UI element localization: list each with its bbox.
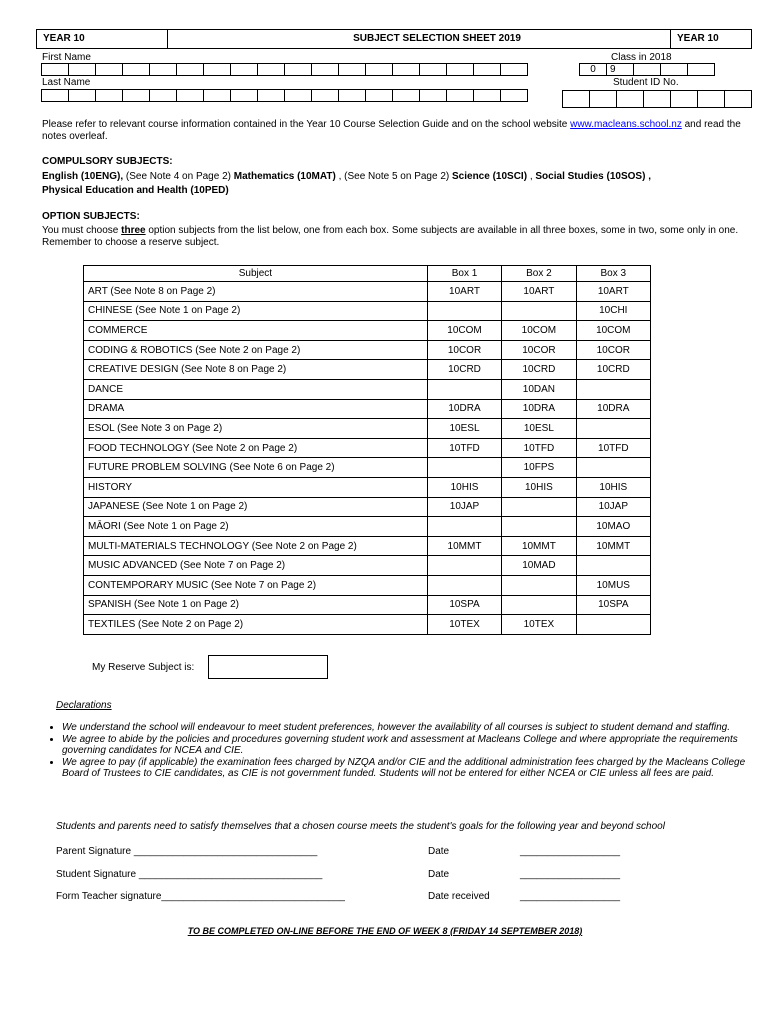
box-1-code	[427, 556, 501, 576]
compulsory-heading: COMPULSORY SUBJECTS:	[42, 156, 173, 167]
box-3-code: 10JAP	[576, 497, 650, 517]
date-field[interactable]: __________________	[520, 846, 621, 857]
col-box-2: Box 2	[502, 266, 576, 282]
student-signature-field[interactable]: Student Signature _________________________________	[56, 869, 323, 880]
table-row	[84, 595, 651, 615]
box-1-code: 10ESL	[427, 419, 501, 439]
box-3-code: 10DRA	[576, 399, 650, 419]
table-row	[84, 419, 651, 439]
class-field[interactable]	[580, 63, 715, 76]
box-3-code: 10MMT	[576, 536, 650, 556]
table-row	[84, 458, 651, 478]
box-2-code: 10DAN	[502, 379, 576, 399]
box-2-code	[502, 301, 576, 321]
box-1-code	[427, 458, 501, 478]
box-2-code: 10COR	[502, 340, 576, 360]
box-2-code: 10ESL	[502, 419, 576, 439]
declaration-item: • We understand the school will endeavour to meet student preferences, however the availability of all courses is subject to student demand and staffing.	[62, 722, 762, 734]
box-3-code: 10SPA	[576, 595, 650, 615]
box-1-code	[427, 517, 501, 537]
box-2-code	[502, 497, 576, 517]
box-3-code: 10CHI	[576, 301, 650, 321]
table-row	[84, 536, 651, 556]
declarations-heading: Declarations	[56, 700, 112, 711]
box-3-code: 10COR	[576, 340, 650, 360]
box-3-code: 10CRD	[576, 360, 650, 380]
date-label: Date	[428, 846, 450, 857]
table-row	[84, 399, 651, 419]
box-2-code: 10HIS	[502, 477, 576, 497]
table-row	[84, 477, 651, 497]
subject-name: CHINESE (See Note 1 on Page 2)	[84, 301, 428, 321]
box-2-code: 10COM	[502, 321, 576, 341]
box-1-code: 10ART	[427, 282, 501, 302]
col-box-3: Box 3	[576, 266, 650, 282]
table-row	[84, 321, 651, 341]
table-row	[84, 340, 651, 360]
box-3-code: 10MUS	[576, 575, 650, 595]
subject-name: MUSIC ADVANCED (See Note 7 on Page 2)	[84, 556, 428, 576]
subject-name: ESOL (See Note 3 on Page 2)	[84, 419, 428, 439]
subject-name: MULTI-MATERIALS TECHNOLOGY (See Note 2 on Page 2)	[84, 536, 428, 556]
year-label-right: YEAR 10	[670, 30, 751, 48]
intro-text: Please refer to relevant course information contained in the Year 10 Course Selection Guide and on the school website	[42, 119, 571, 130]
box-3-code: 10ART	[576, 282, 650, 302]
box-2-code	[502, 517, 576, 537]
table-row	[84, 282, 651, 302]
last-name-label: Last Name	[42, 77, 91, 88]
subject-name: DANCE	[84, 379, 428, 399]
box-1-code: 10SPA	[427, 595, 501, 615]
box-2-code: 10TEX	[502, 615, 576, 635]
box-3-code: 10COM	[576, 321, 650, 341]
box-1-code: 10MMT	[427, 536, 501, 556]
box-3-code	[576, 379, 650, 399]
table-row	[84, 615, 651, 635]
compulsory-maths: Mathematics (10MAT)	[233, 171, 336, 182]
table-row	[84, 301, 651, 321]
col-subject: Subject	[84, 266, 428, 282]
subject-name: DRAMA	[84, 399, 428, 419]
compulsory-note: , (See Note 5 on Page 2)	[335, 171, 452, 182]
subject-name: CONTEMPORARY MUSIC (See Note 7 on Page 2)	[84, 575, 428, 595]
subject-name: CREATIVE DESIGN (See Note 8 on Page 2)	[84, 360, 428, 380]
table-header-row	[84, 266, 651, 282]
option-instructions	[42, 225, 744, 249]
year-label-left: YEAR 10	[37, 30, 168, 48]
box-2-code: 10FPS	[502, 458, 576, 478]
compulsory-pe: Physical Education and Health (10PED)	[42, 185, 229, 196]
student-id-field[interactable]	[563, 90, 752, 108]
box-1-code: 10DRA	[427, 399, 501, 419]
box-3-code: 10HIS	[576, 477, 650, 497]
box-1-code: 10COM	[427, 321, 501, 341]
option-text: You must choose	[42, 225, 122, 236]
box-2-code	[502, 595, 576, 615]
parent-signature-field[interactable]: Parent Signature _________________________________	[56, 846, 318, 857]
subject-name: FOOD TECHNOLOGY (See Note 2 on Page 2)	[84, 438, 428, 458]
class-label: Class in 2018	[611, 52, 672, 63]
subject-name: HISTORY	[84, 477, 428, 497]
date-received-field[interactable]: __________________	[520, 891, 621, 902]
table-row	[84, 556, 651, 576]
declaration-item: • We agree to pay (if applicable) the examination fees charged by NZQA and/or CIE and the additional administration fees charged by the Macleans College Board of Trustees to CIE candidates, as CIE is not government funded. Students will not be entered for either NCEA or CIE unless all fees are paid.	[62, 757, 762, 780]
box-3-code: 10TFD	[576, 438, 650, 458]
box-1-code	[427, 301, 501, 321]
last-name-field[interactable]	[42, 89, 528, 102]
school-website-link[interactable]: www.macleans.school.nz	[570, 119, 682, 130]
header-bar	[36, 29, 752, 49]
option-heading: OPTION SUBJECTS:	[42, 211, 140, 222]
date-field[interactable]: __________________	[520, 869, 621, 880]
box-3-code	[576, 615, 650, 635]
deadline-notice: TO BE COMPLETED ON-LINE BEFORE THE END OF WEEK 8 (FRIDAY 14 SEPTEMBER 2018)	[187, 926, 583, 936]
box-2-code: 10MMT	[502, 536, 576, 556]
declaration-item: • We agree to abide by the policies and procedures governing student work and assessment at Macleans College and where appropriate the requirements governing candidates for NCEA and CIE.	[62, 734, 762, 757]
box-1-code: 10CRD	[427, 360, 501, 380]
subject-name: MĀORI (See Note 1 on Page 2)	[84, 517, 428, 537]
option-text: option subjects from the list below, one from each box. Some subjects are available in all three boxes, some in two, some only in one. Remember to choose a reserve subject.	[42, 225, 739, 248]
subject-name: TEXTILES (See Note 2 on Page 2)	[84, 615, 428, 635]
table-row	[84, 517, 651, 537]
box-2-code: 10MAD	[502, 556, 576, 576]
intro-paragraph	[42, 119, 744, 143]
box-3-code	[576, 556, 650, 576]
reserve-subject-field[interactable]	[208, 655, 328, 679]
compulsory-science: Science (10SCI)	[452, 171, 528, 182]
box-3-code	[576, 419, 650, 439]
first-name-field[interactable]	[42, 63, 528, 76]
student-id-label: Student ID No.	[613, 77, 679, 88]
box-1-code: 10COR	[427, 340, 501, 360]
compulsory-note: ,	[527, 171, 536, 182]
box-1-code: 10TFD	[427, 438, 501, 458]
table-row	[84, 575, 651, 595]
box-2-code: 10DRA	[502, 399, 576, 419]
subject-table	[83, 265, 651, 635]
intro-text-end: and read the notes overleaf.	[42, 119, 741, 142]
box-1-code: 10HIS	[427, 477, 501, 497]
compulsory-list	[42, 170, 744, 198]
subject-name: FUTURE PROBLEM SOLVING (See Note 6 on Page 2)	[84, 458, 428, 478]
form-teacher-signature-field[interactable]: Form Teacher signature_________________________________	[56, 891, 345, 902]
box-2-code: 10CRD	[502, 360, 576, 380]
option-emphasis: three	[121, 225, 146, 236]
reserve-label: My Reserve Subject is:	[92, 662, 195, 673]
date-label: Date	[428, 869, 450, 880]
subject-name: COMMERCE	[84, 321, 428, 341]
class-digit: 9	[606, 63, 634, 76]
sheet-title: SUBJECT SELECTION SHEET 2019	[353, 33, 521, 44]
table-row	[84, 379, 651, 399]
col-box-1: Box 1	[427, 266, 501, 282]
goals-statement: Students and parents need to satisfy themselves that a chosen course meets the student's goals for the following year and beyond school	[56, 821, 665, 832]
first-name-label: First Name	[42, 52, 91, 63]
compulsory-note: (See Note 4 on Page 2)	[123, 171, 234, 182]
box-2-code: 10TFD	[502, 438, 576, 458]
compulsory-english: English (10ENG),	[42, 171, 124, 182]
declarations-list	[42, 722, 762, 780]
compulsory-social-studies: Social Studies (10SOS) ,	[535, 171, 651, 182]
subject-name: CODING & ROBOTICS (See Note 2 on Page 2)	[84, 340, 428, 360]
table-row	[84, 360, 651, 380]
box-1-code: 10JAP	[427, 497, 501, 517]
box-3-code: 10MAO	[576, 517, 650, 537]
date-received-label: Date received	[428, 891, 490, 902]
box-2-code	[502, 575, 576, 595]
table-row	[84, 438, 651, 458]
class-digit: 0	[579, 63, 607, 76]
subject-name: ART (See Note 8 on Page 2)	[84, 282, 428, 302]
box-1-code	[427, 379, 501, 399]
subject-name: SPANISH (See Note 1 on Page 2)	[84, 595, 428, 615]
subject-name: JAPANESE (See Note 1 on Page 2)	[84, 497, 428, 517]
table-row	[84, 497, 651, 517]
box-2-code: 10ART	[502, 282, 576, 302]
box-3-code	[576, 458, 650, 478]
box-1-code: 10TEX	[427, 615, 501, 635]
box-1-code	[427, 575, 501, 595]
